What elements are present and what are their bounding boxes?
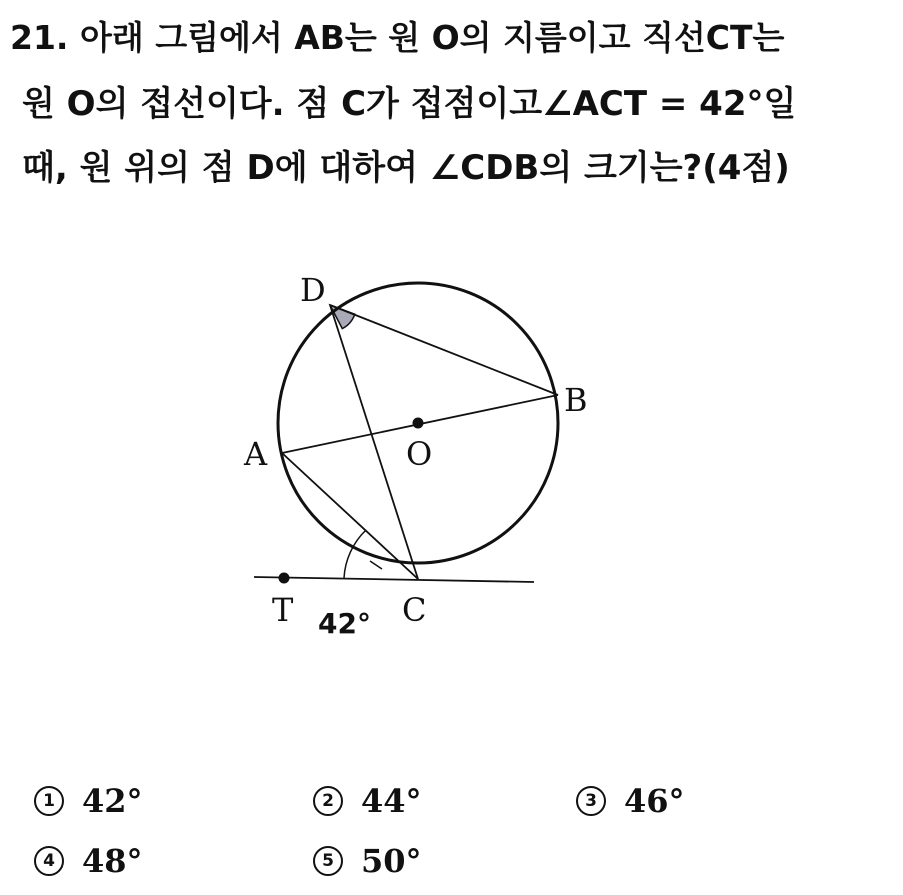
question-line-3: 때, 원 위의 점 D에 대하여 ∠CDB의 크기는?(4점) xyxy=(22,148,790,188)
choice-4[interactable] xyxy=(34,842,143,880)
choice-1[interactable] xyxy=(34,782,143,820)
label-o: O xyxy=(406,435,433,473)
choice-value-2: 44° xyxy=(361,782,422,820)
question-line-1: 21. 아래 그림에서 AB는 원 O의 지름이고 직선CT는 xyxy=(10,18,785,57)
choice-value-4: 48° xyxy=(82,842,143,880)
label-d: D xyxy=(300,271,326,309)
choice-number-5: 5 xyxy=(313,846,343,876)
label-t: T xyxy=(272,591,294,629)
choice-value-1: 42° xyxy=(82,782,143,820)
label-c: C xyxy=(402,591,427,629)
choice-number-2: 2 xyxy=(313,786,343,816)
angle-label-42: 42° xyxy=(318,607,371,640)
choice-2[interactable] xyxy=(313,782,422,820)
label-a: A xyxy=(244,435,268,473)
label-b: B xyxy=(564,381,588,419)
choice-value-5: 50° xyxy=(361,842,422,880)
choice-number-3: 3 xyxy=(576,786,606,816)
choice-value-3: 46° xyxy=(624,782,685,820)
question-line-2: 원 O의 접선이다. 점 C가 접점이고∠ACT = 42°일 xyxy=(22,84,797,124)
choice-3[interactable] xyxy=(576,782,685,820)
choice-5[interactable] xyxy=(313,842,422,880)
choice-number-1: 1 xyxy=(34,786,64,816)
choice-number-4: 4 xyxy=(34,846,64,876)
